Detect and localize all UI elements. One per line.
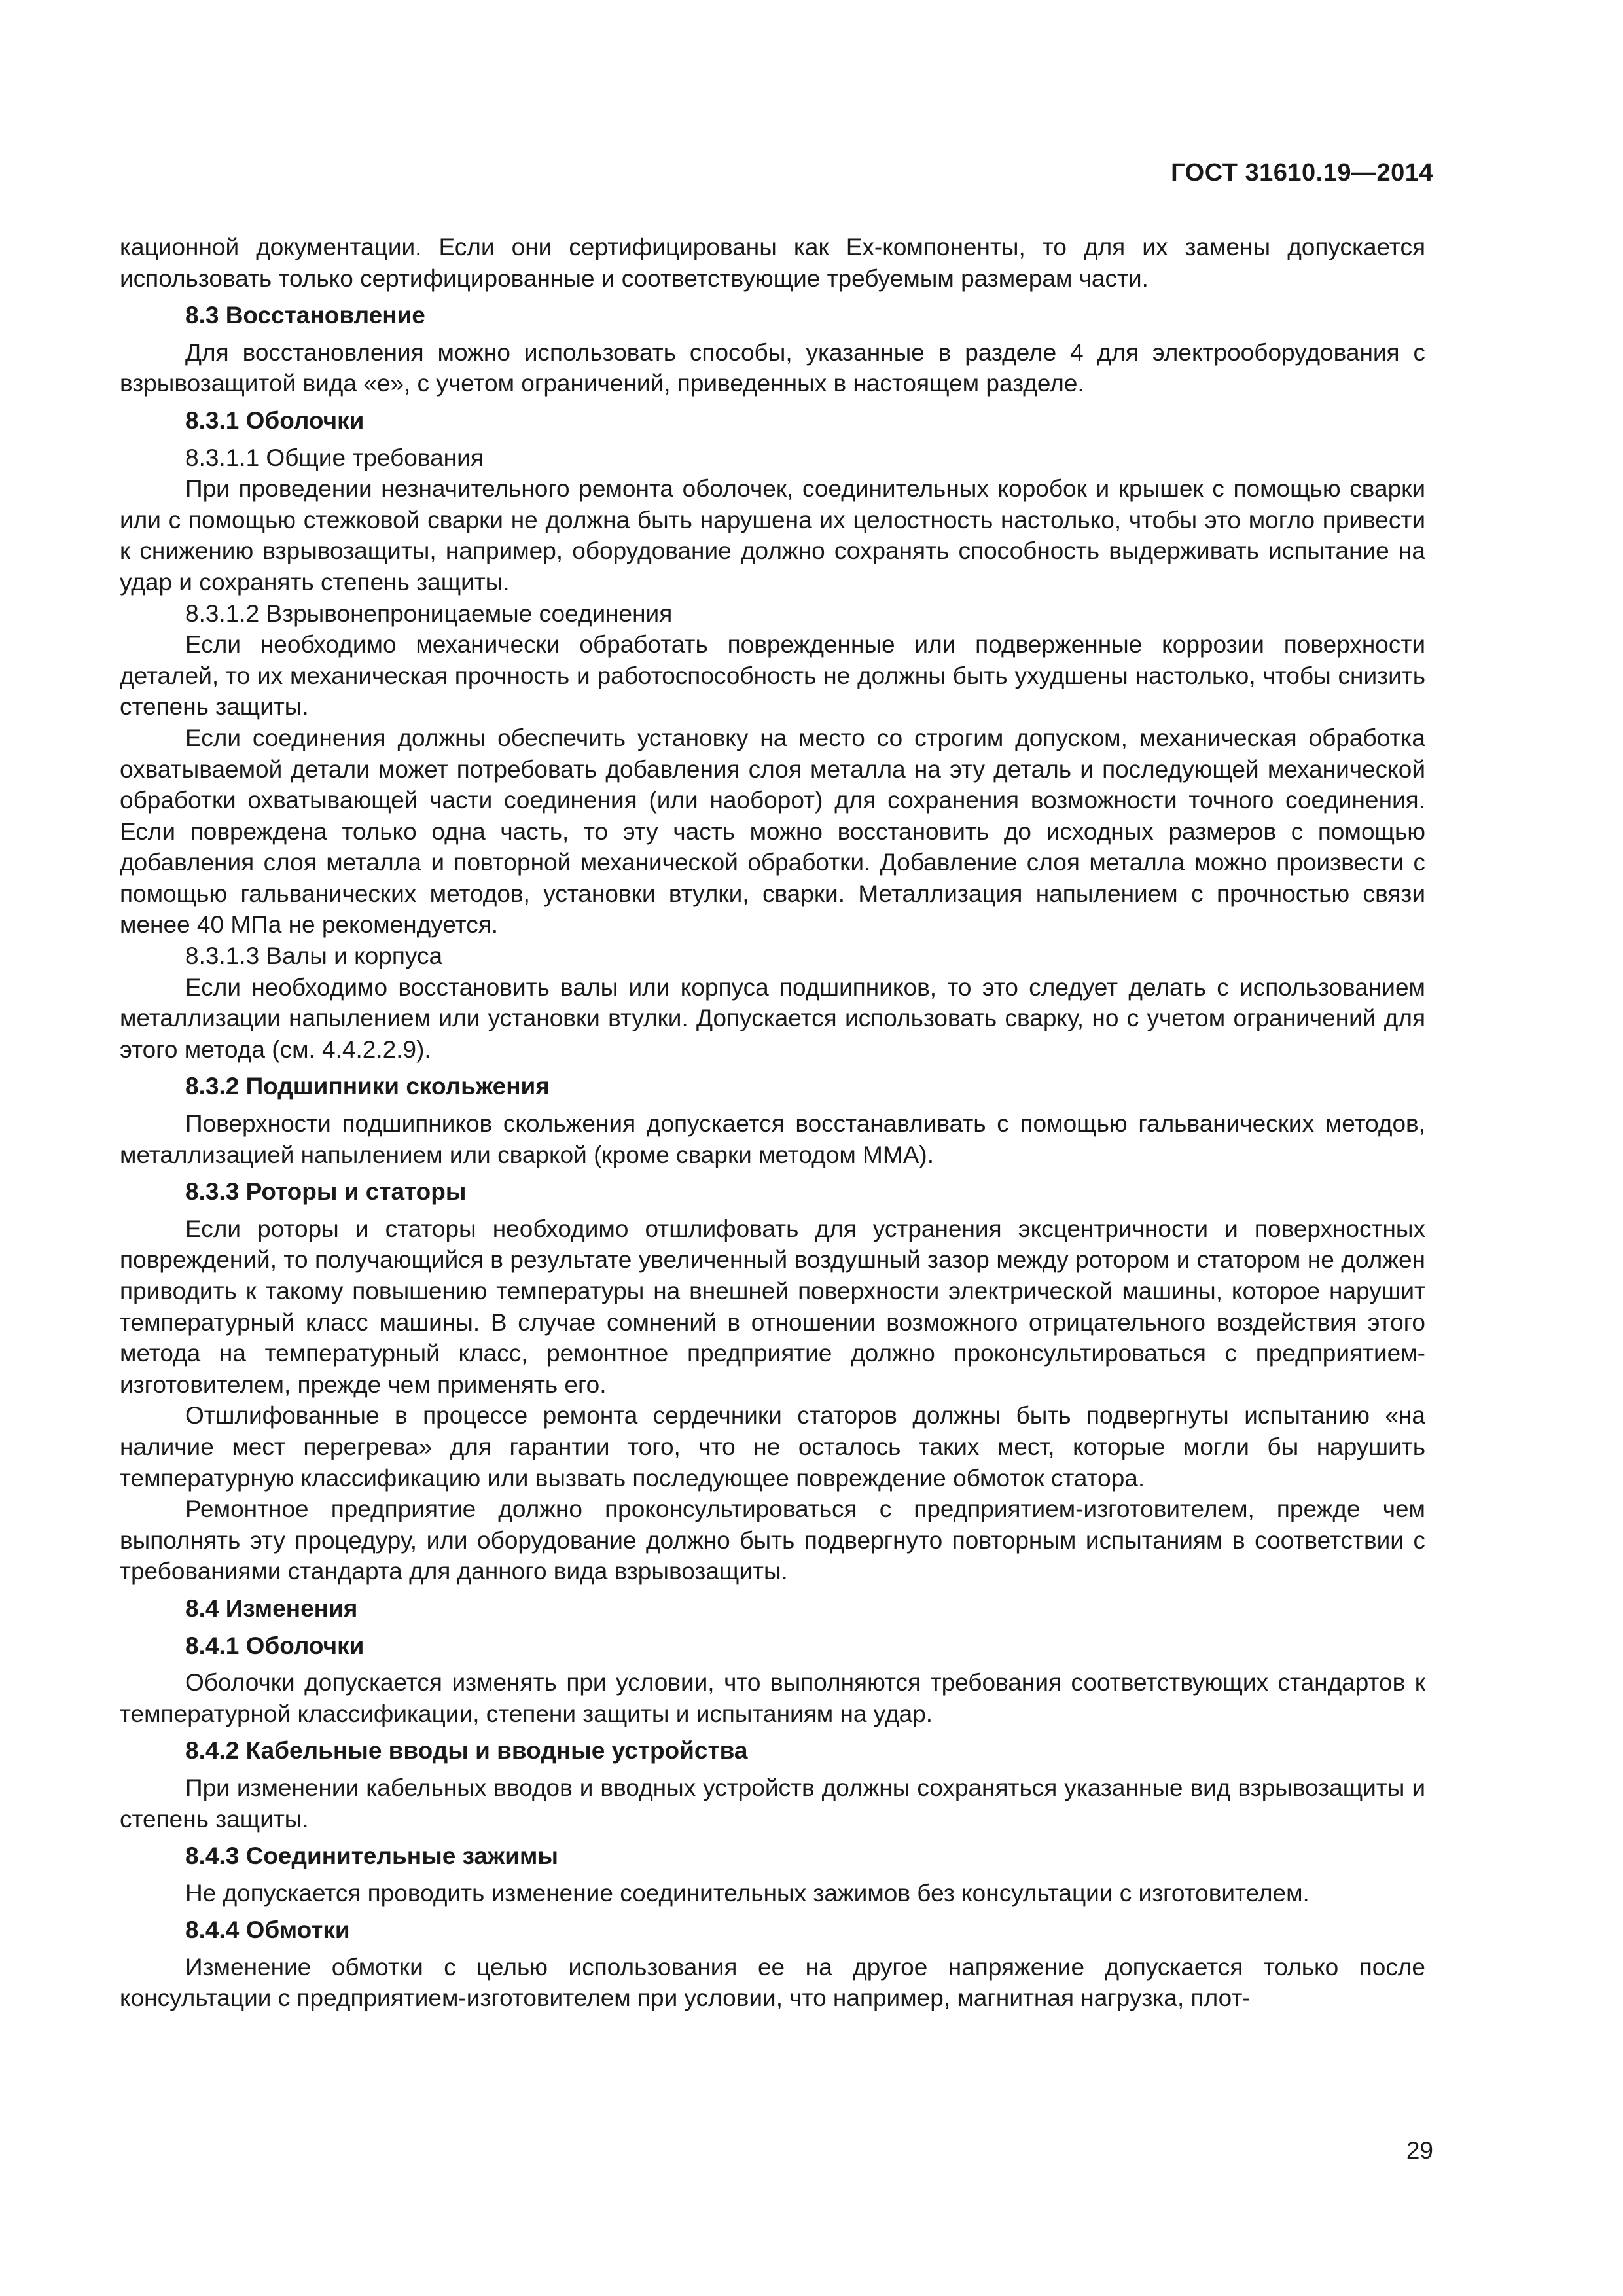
- page-number: 29: [1406, 2137, 1433, 2164]
- paragraph-8-3: Для восстановления можно использовать способы, указанные в разделе 4 для электрооборудования с взрывозащитой вида «е», с учетом ограничений, приведенных в настоящем разделе.: [120, 338, 1425, 397]
- paragraph-8-3-2: Поверхности подшипников скольжения допускается восстанавливать с помощью гальванических методов, металлизацией напылением или сваркой (кроме сварки методом ММА).: [120, 1110, 1425, 1168]
- paragraph-8-4-1: Оболочки допускается изменять при условии, что выполняются требования соответствующих стандартов к температурной классификации, степени защиты и испытаниям на удар.: [120, 1669, 1425, 1727]
- subheading-8-3-1-3: 8.3.1.3 Валы и корпуса: [185, 942, 443, 970]
- heading-8-4-1: 8.4.1 Оболочки: [185, 1632, 365, 1659]
- paragraph-8-3-3b: Отшлифованные в процессе ремонта сердечники статоров должны быть подвергнуты испытанию «на наличие мест перегрева» для гарантии того, что не осталось таких мест, которые могли бы нарушить температурную классификацию или вызвать последующее повреждение обмоток статора.: [120, 1402, 1425, 1492]
- paragraph-8-4-2: При изменении кабельных вводов и вводных устройств должны сохраняться указанные вид взрывозащиты и степень защиты.: [120, 1774, 1425, 1833]
- paragraph-8-3-1-2b: Если соединения должны обеспечить установку на место со строгим допуском, механическая обработка охватываемой детали может потребовать добавления слоя металла на эту деталь и последующей механической обработки охватывающей части соединения (или наоборот) для сохранения возможности точного соединения. Если повреждена только одна часть, то эту часть можно восстановить до исходных размеров с помощью добавления слоя металла и повторной механической обработки. Добавление слоя металла можно произвести с помощью гальванических методов, установки втулки, сварки. Металлизация напылением с прочностью связи менее 40 МПа не рекомендуется.: [120, 724, 1425, 939]
- subheading-8-3-1-2: 8.3.1.2 Взрывонепроницаемые соединения: [185, 600, 673, 627]
- heading-8-3-2: 8.3.2 Подшипники скольжения: [185, 1073, 550, 1100]
- standard-number: ГОСТ 31610.19—2014: [1171, 159, 1433, 187]
- heading-8-3-3: 8.3.3 Роторы и статоры: [185, 1178, 467, 1206]
- paragraph-8-3-3c: Ремонтное предприятие должно проконсультироваться с предприятием-изготовителем, прежде чем выполнять эту процедуру, или оборудование должно быть подвергнуто повторным испытаниям в соответствии с требованиями стандарта для данного вида взрывозащиты.: [120, 1496, 1425, 1585]
- paragraph-8-3-1-3: Если необходимо восстановить валы или корпуса подшипников, то это следует делать с использованием металлизации напылением или установки втулки. Допускается использовать сварку, но с учетом ограничений для этого метода (см. 4.4.2.2.9).: [120, 973, 1425, 1063]
- subheading-8-3-1-1: 8.3.1.1 Общие требования: [185, 444, 484, 471]
- paragraph-8-3-3a: Если роторы и статоры необходимо отшлифовать для устранения эксцентричности и поверхностных повреждений, то получающийся в результате увеличенный воздушный зазор между ротором и статором не должен приводить к такому повышению температуры на внешней поверхности электрической машины, которое нарушит температурный класс машины. В случае сомнений в отношении возможного отрицательного воздействия этого метода на температурный класс, ремонтное предприятие должно проконсультироваться с предприятием-изготовителем, прежде чем применять его.: [120, 1215, 1425, 1398]
- paragraph-8-4-4: Изменение обмотки с целью использования ее на другое напряжение допускается только после консультации с предприятием-изготовителем при условии, что например, магнитная нагрузка, плот-: [120, 1953, 1425, 2012]
- paragraph-continuation: кационной документации. Если они сертифицированы как Ex-компоненты, то для их замены допускается использовать только сертифицированные и соответствующие требуемым размерам части.: [120, 234, 1425, 292]
- document-body: [120, 232, 1425, 2014]
- heading-8-3-1: 8.3.1 Оболочки: [185, 406, 365, 434]
- heading-8-4-2: 8.4.2 Кабельные вводы и вводные устройства: [185, 1737, 748, 1765]
- paragraph-8-3-1-1: При проведении незначительного ремонта оболочек, соединительных коробок и крышек с помощью сварки или с помощью стежковой сварки не должна быть нарушена их целостность настолько, чтобы это могло привести к снижению взрывозащиты, например, оборудование должно сохранять способность выдерживать испытание на удар и сохранять степень защиты.: [120, 475, 1425, 596]
- heading-8-4: 8.4 Изменения: [185, 1594, 358, 1622]
- heading-8-4-3: 8.4.3 Соединительные зажимы: [185, 1842, 558, 1870]
- heading-8-4-4: 8.4.4 Обмотки: [185, 1916, 350, 1944]
- paragraph-8-4-3: Не допускается проводить изменение соединительных зажимов без консультации с изготовителем.: [185, 1879, 1310, 1907]
- paragraph-8-3-1-2a: Если необходимо механически обработать поврежденные или подверженные коррозии поверхности деталей, то их механическая прочность и работоспособность не должны быть ухудшены настолько, чтобы снизить степень защиты.: [120, 631, 1425, 721]
- heading-8-3: 8.3 Восстановление: [185, 302, 425, 329]
